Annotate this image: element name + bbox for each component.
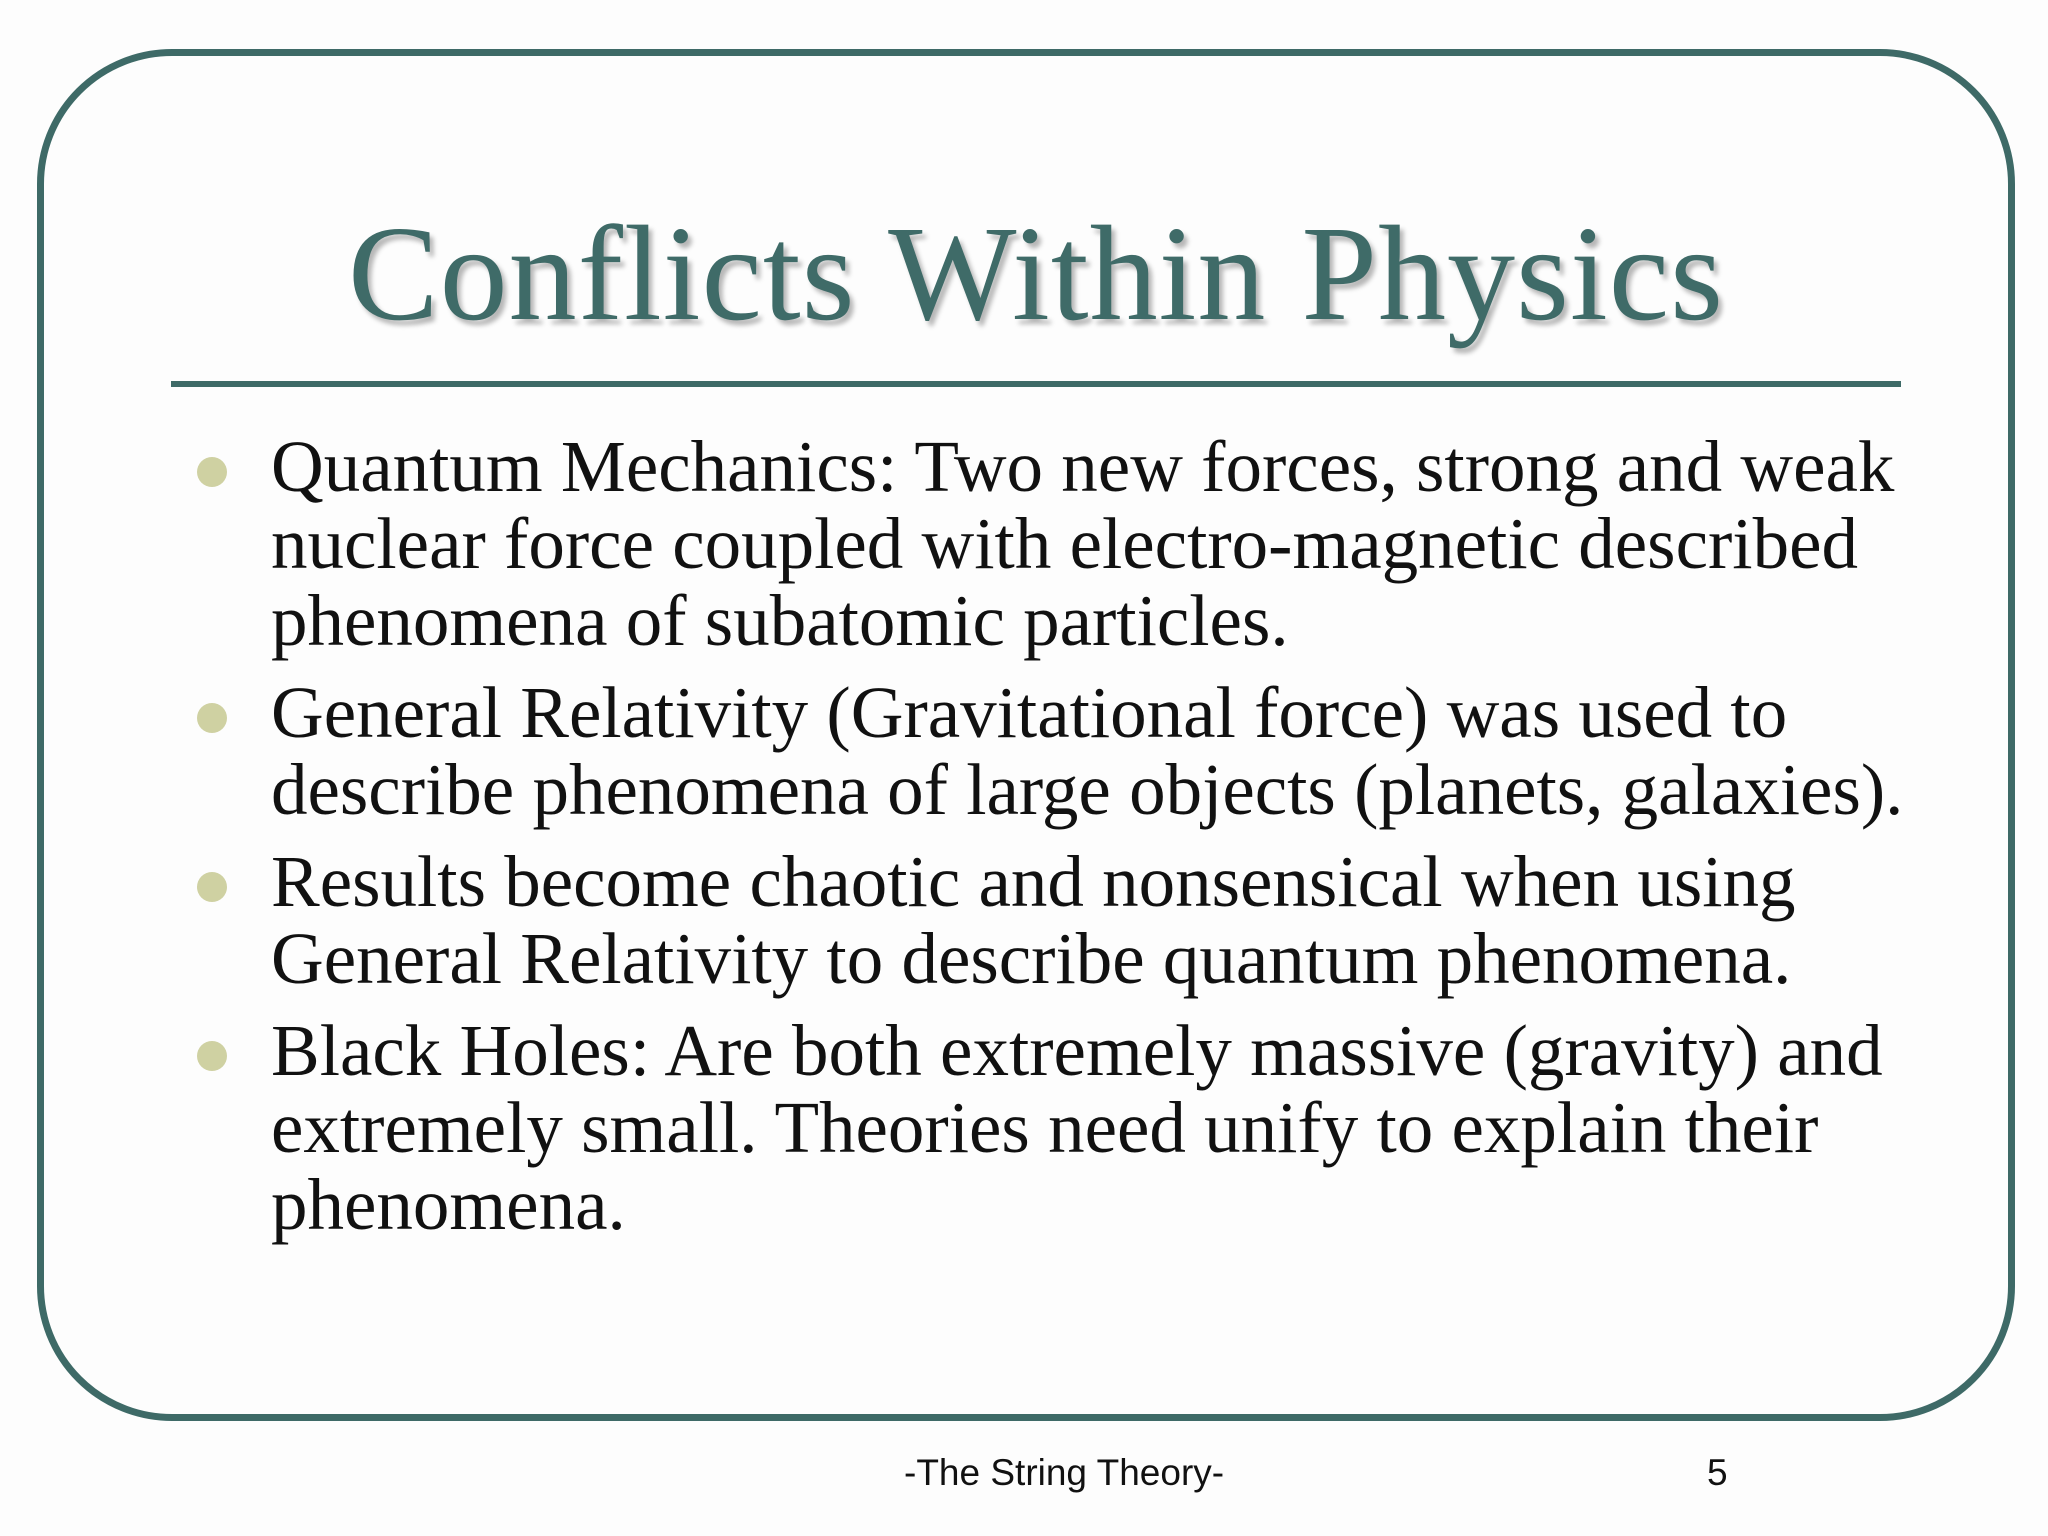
bullet-item-results-chaotic	[189, 843, 1909, 997]
bullet-text: General Relativity (Gravitational force) was used to describe phenomena of large objects (planets, galaxies).	[271, 672, 1904, 830]
footer-text: -The String Theory-	[904, 1452, 1225, 1493]
slide-title: Conflicts Within Physics	[347, 199, 1725, 349]
page-number: 5	[1707, 1452, 1728, 1493]
bullet-icon	[197, 703, 227, 733]
bullet-icon	[197, 457, 227, 487]
bullet-text: Results become chaotic and nonsensical when using General Relativity to describe quantum phenomena.	[271, 841, 1796, 999]
bullet-item-quantum-mechanics	[189, 428, 1909, 659]
bullet-item-black-holes	[189, 1012, 1909, 1243]
bullet-icon	[197, 1041, 227, 1071]
bullet-text: Quantum Mechanics: Two new forces, strong and weak nuclear force coupled with electro-magnetic described phenomena of subatomic particles.	[271, 426, 1895, 661]
bullet-item-general-relativity	[189, 674, 1909, 828]
bullet-text: Black Holes: Are both extremely massive (gravity) and extremely small. Theories need unify to explain their phenomena.	[271, 1010, 1883, 1245]
title-divider	[171, 381, 1901, 387]
bullet-icon	[197, 872, 227, 902]
bullet-list	[189, 428, 1909, 1258]
